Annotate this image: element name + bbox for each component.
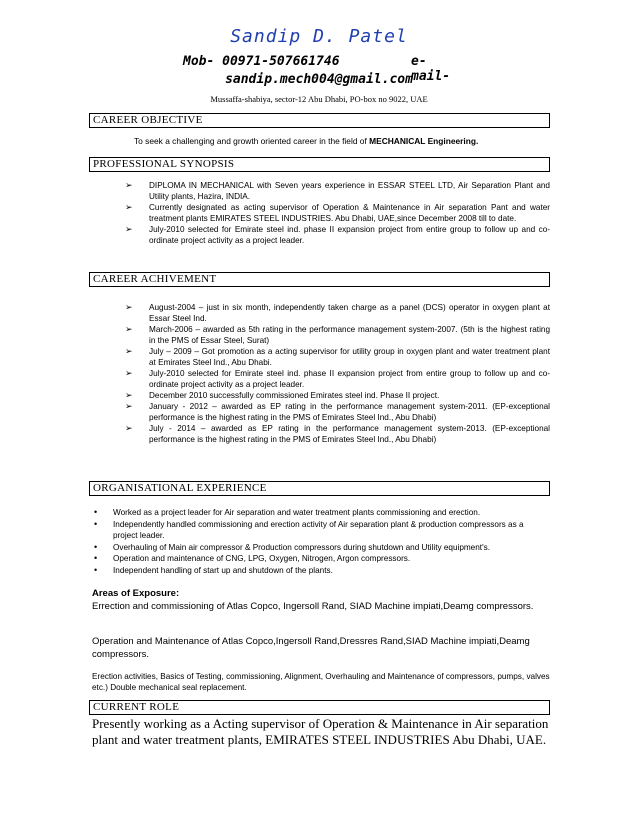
list-item: ➢ Currently designated as acting supervisor of Operation & Maintenance in Air separation Pant and water treatment plants EMIRATES STEEL INDUSTRIES. Abu Dhabi, UAE,since December 2008 till to date. bbox=[125, 202, 550, 223]
list-item: ➢ January - 2012 – awarded as EP rating in the performance management system-2011. (EP-exceptional performance is the highest rating in the PMS of Emirates Steel Ind., Abu Dhabi) bbox=[125, 401, 550, 422]
arrow-bullet-icon: ➢ bbox=[125, 202, 133, 212]
list-item: ➢ July – 2009 – Got promotion as a acting supervisor for utility group in oxygen plant and water treatment plant at Emirates Steel Ind., Abu Dhabi. bbox=[125, 346, 550, 367]
organisational-experience-header: ORGANISATIONAL EXPERIENCE bbox=[89, 481, 550, 496]
list-item: ➢ DIPLOMA IN MECHANICAL with Seven years experience in ESSAR STEEL LTD, Air Separation Plant and Utility plants, Hazira, INDIA. bbox=[125, 180, 550, 201]
career-achivement-header: CAREER ACHIVEMENT bbox=[89, 272, 550, 287]
list-item: • Operation and maintenance of CNG, LPG, Oxygen, Nitrogen, Argon compressors. bbox=[94, 553, 411, 563]
bullet-dot-icon: • bbox=[94, 507, 98, 517]
bullet-dot-icon: • bbox=[94, 553, 98, 563]
experience-list bbox=[92, 507, 550, 576]
arrow-bullet-icon: ➢ bbox=[125, 390, 133, 400]
list-item: ➢ December 2010 successfully commissioned Emirates steel ind. Phase II project. bbox=[125, 390, 440, 400]
arrow-bullet-icon: ➢ bbox=[125, 324, 133, 334]
current-role-header: CURRENT ROLE bbox=[89, 700, 550, 715]
list-item: ➢ July-2010 selected for Emirate steel ind. phase II expansion project from entire group to follow up and co-ordinate project activity as a project leader. bbox=[125, 368, 550, 389]
arrow-bullet-icon: ➢ bbox=[125, 401, 133, 411]
arrow-bullet-icon: ➢ bbox=[125, 180, 133, 190]
list-item: • Independent handling of start up and shutdown of the plants. bbox=[94, 564, 333, 575]
exposure-paragraph-3: Erection activities, Basics of Testing, commissioning, Alignment, Overhauling and Maintenance of compressors, pumps, valves etc.) Double mechanical seal replacement. bbox=[92, 672, 550, 692]
candidate-name: Sandip D. Patel bbox=[230, 26, 408, 47]
list-item: • Independently handled commissioning and erection activity of Air separation plant & production compressors as a project leader. bbox=[94, 518, 524, 540]
arrow-bullet-icon: ➢ bbox=[125, 368, 133, 378]
career-objective-field: MECHANICAL Engineering. bbox=[369, 136, 479, 146]
mobile-number: Mob- 00971-507661746 bbox=[183, 54, 340, 69]
list-item: • Worked as a project leader for Air separation and water treatment plants commissioning and erection. bbox=[94, 507, 481, 517]
bullet-dot-icon: • bbox=[94, 518, 98, 529]
arrow-bullet-icon: ➢ bbox=[125, 346, 133, 356]
achivement-list bbox=[125, 302, 550, 445]
career-objective-header: CAREER OBJECTIVE bbox=[89, 113, 550, 128]
list-item: ➢ July-2010 selected for Emirate steel ind. phase II expansion project from entire group to follow up and co-ordinate project activity as a project leader. bbox=[125, 224, 550, 245]
current-role-text: Presently working as a Acting supervisor of Operation & Maintenance in Air separation plant and water treatment plants, EMIRATES STEEL INDUSTRIES Abu Dhabi, UAE. bbox=[92, 716, 549, 747]
arrow-bullet-icon: ➢ bbox=[125, 224, 133, 234]
exposure-paragraph-2: Operation and Maintenance of Atlas Copco,Ingersoll Rand,Dressres Rand,SIAD Machine impiati,Deamg compressors. bbox=[92, 636, 530, 660]
email-label: e-mail- bbox=[411, 54, 451, 84]
bullet-dot-icon: • bbox=[94, 541, 98, 552]
professional-synopsis-header: PROFESSIONAL SYNOPSIS bbox=[89, 157, 550, 172]
list-item: ➢ March-2006 – awarded as 5th rating in the performance management system-2007. (5th is the highest rating in the PMS of Essar Steel, Surat) bbox=[125, 324, 550, 345]
synopsis-list bbox=[125, 180, 550, 246]
list-item: ➢ July - 2014 – awarded as EP rating in the performance management system-2013. (EP-exceptional performance is the highest rating in the PMS of Emirates Steel Ind., Abu Dhabi) bbox=[125, 423, 550, 444]
career-objective-text bbox=[134, 136, 554, 147]
exposure-paragraph-1: Errection and commissioning of Atlas Copco, Ingersoll Rand, SIAD Machine impiati,Deamg compressors. bbox=[92, 601, 534, 612]
arrow-bullet-icon: ➢ bbox=[125, 423, 133, 433]
career-objective-prefix: To seek a challenging and growth oriented career in the field of bbox=[134, 136, 370, 146]
areas-of-exposure-title: Areas of Exposure: bbox=[92, 588, 180, 599]
bullet-dot-icon: • bbox=[94, 564, 98, 575]
email-address[interactable]: sandip.mech004@gmail.com bbox=[225, 72, 413, 87]
list-item: ➢ August-2004 – just in six month, independently taken charge as a panel (DCS) operator in oxygen plant at Essar Steel Ind. bbox=[125, 302, 550, 323]
list-item: • Overhauling of Main air compressor & Production compressors during shutdown and Utility equipment's. bbox=[94, 541, 491, 552]
arrow-bullet-icon: ➢ bbox=[125, 302, 133, 312]
postal-address: Mussaffa-shabiya, sector-12 Abu Dhabi, PO-box no 9022, UAE bbox=[210, 94, 428, 104]
